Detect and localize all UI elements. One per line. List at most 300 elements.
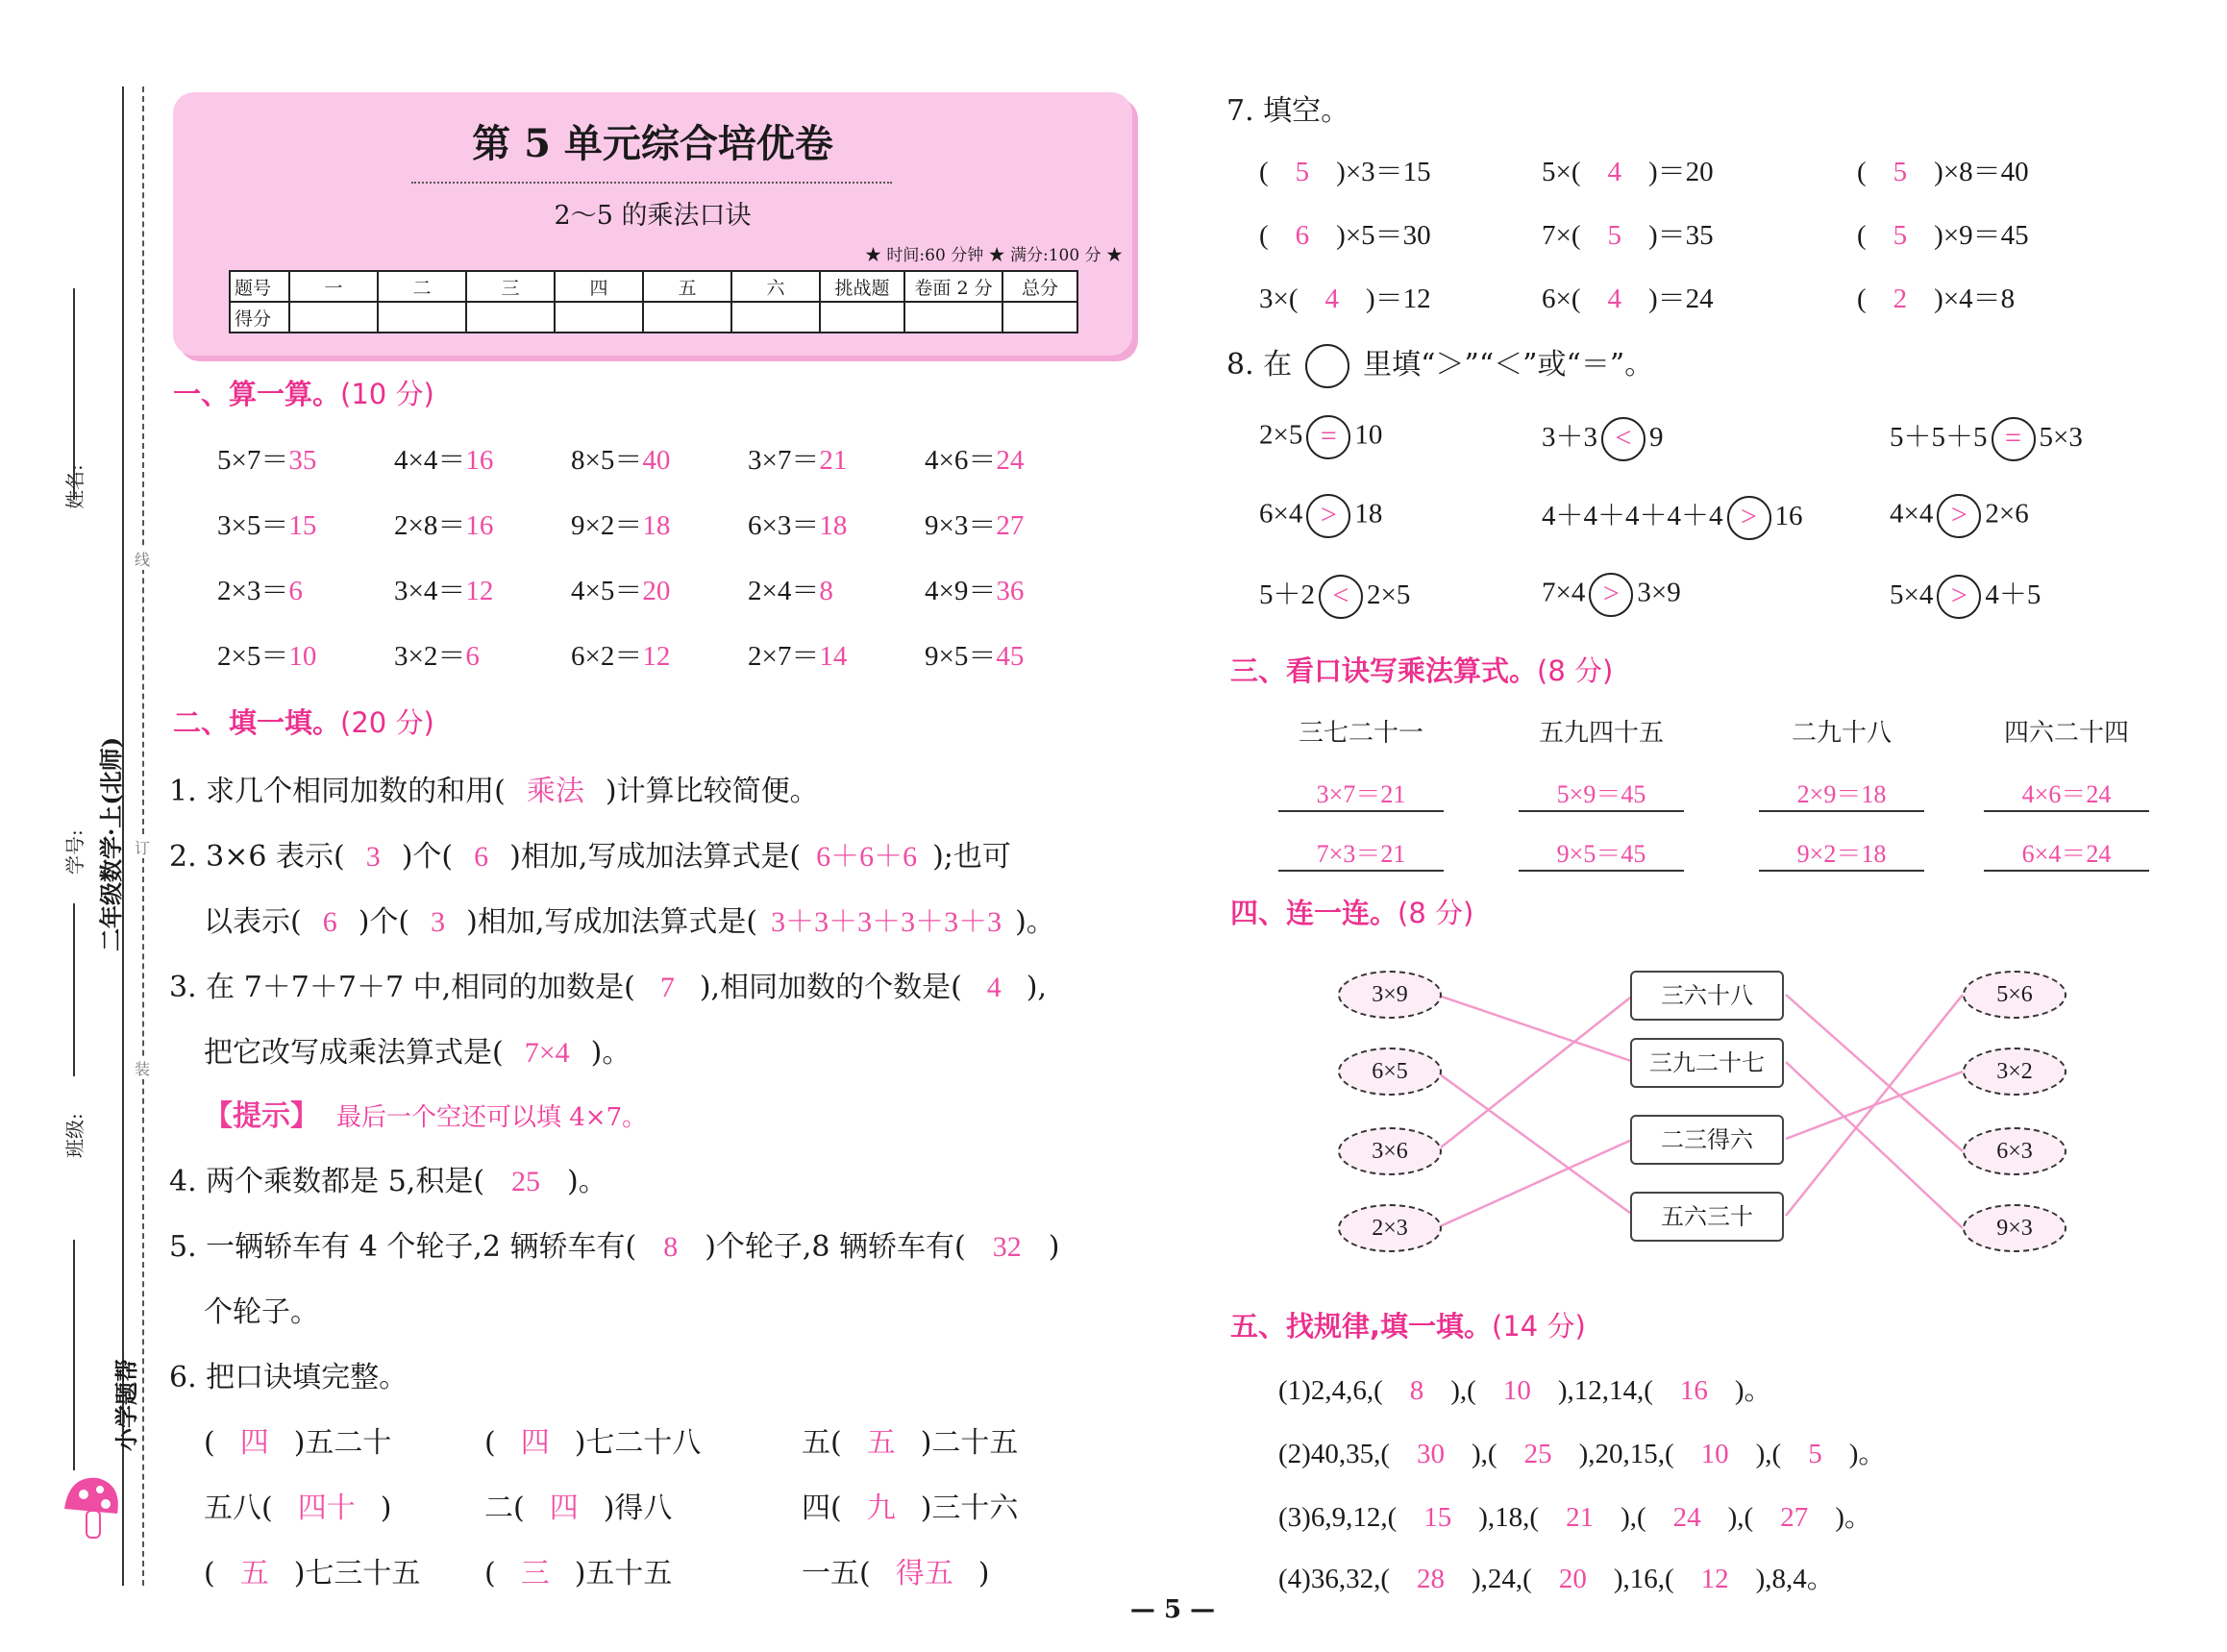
- q5-line2: 个轮子。: [204, 1295, 319, 1329]
- calc-item: [748, 438, 847, 478]
- fill-item: [1259, 213, 1431, 253]
- calc-answer[interactable]: 35: [288, 445, 317, 476]
- fill-text: )＝24: [1648, 284, 1714, 314]
- fill-text: (: [1259, 220, 1269, 251]
- match-right-item[interactable]: 5×6: [1963, 971, 2066, 1019]
- pattern-answer[interactable]: 12: [1700, 1564, 1729, 1594]
- pattern-answer[interactable]: 21: [1566, 1502, 1595, 1533]
- compare-item: [1259, 494, 1382, 538]
- rhyme-prompt: 三七二十一: [1298, 719, 1423, 748]
- rhyme-text: (: [484, 1426, 496, 1460]
- rhyme-answer[interactable]: 九: [866, 1492, 896, 1524]
- rhyme-text: 五(: [802, 1426, 842, 1460]
- pattern-text: ),(: [1727, 1502, 1754, 1533]
- match-middle-item[interactable]: 二三得六: [1630, 1115, 1784, 1165]
- pattern-text: ),(: [1755, 1439, 1782, 1469]
- compare-circle[interactable]: >: [1589, 573, 1633, 617]
- q4-text: )。: [567, 1165, 607, 1198]
- fill-item: [1857, 213, 2029, 253]
- compare-left: 5×4: [1890, 579, 1934, 610]
- calc-answer[interactable]: 18: [819, 510, 848, 541]
- q6-title: 6. 把口诀填完整。: [169, 1361, 408, 1394]
- score-row-label: 得分: [230, 302, 289, 333]
- q5-line1: [169, 1222, 1059, 1265]
- name-line: [73, 288, 75, 500]
- calc-item: [394, 569, 493, 608]
- match-left-item[interactable]: 6×5: [1338, 1048, 1442, 1096]
- calc-item: [748, 634, 847, 674]
- pattern-answer[interactable]: 10: [1502, 1375, 1531, 1406]
- hint-label: 【提示】: [204, 1099, 319, 1133]
- fill-answer[interactable]: 5: [1295, 157, 1310, 187]
- fill-answer[interactable]: 5: [1607, 220, 1622, 251]
- calc-question: 4×4＝: [394, 445, 466, 476]
- score-cell[interactable]: [466, 302, 555, 333]
- pattern-answer[interactable]: 15: [1423, 1502, 1452, 1533]
- calc-answer[interactable]: 16: [465, 510, 494, 541]
- rhyme-text: (: [204, 1426, 215, 1460]
- fill-text: (: [1857, 284, 1867, 314]
- fill-item: [1259, 277, 1431, 316]
- compare-item: [1259, 573, 1410, 619]
- rhyme-item: [204, 1418, 391, 1461]
- pattern-text: ),16,(: [1613, 1564, 1674, 1594]
- title-underline: [411, 182, 892, 184]
- pattern-text: )。: [1835, 1502, 1872, 1533]
- q8-title-text: 里填“＞”“＜”或“＝”。: [1363, 348, 1654, 382]
- compare-right: 2×6: [1985, 498, 2029, 530]
- calc-answer[interactable]: 20: [642, 576, 671, 606]
- calc-item: [925, 438, 1024, 478]
- pattern-text: ),(: [1621, 1502, 1646, 1533]
- calc-item: [394, 504, 493, 543]
- name-label: 姓名:: [63, 464, 87, 509]
- fill-answer[interactable]: 2: [1893, 284, 1908, 314]
- pattern-text: ),(: [1471, 1439, 1497, 1469]
- section5-points: (14 分): [1492, 1310, 1586, 1343]
- pattern-answer[interactable]: 30: [1416, 1439, 1445, 1469]
- q7-title: 7. 填空。: [1226, 94, 1350, 128]
- rhyme-answer[interactable]: 得五: [895, 1558, 953, 1590]
- rhyme-answer[interactable]: 五: [239, 1558, 269, 1590]
- rhyme-text: (: [484, 1557, 496, 1590]
- rhyme-answer[interactable]: 五: [866, 1427, 896, 1459]
- calc-answer[interactable]: 45: [996, 641, 1025, 672]
- score-col: 五: [643, 271, 731, 302]
- rhyme-text: )五二十: [293, 1426, 392, 1460]
- page-subtitle: 2～5 的乘法口诀: [554, 201, 752, 231]
- calc-answer[interactable]: 6: [288, 576, 303, 606]
- q3-text: )。: [590, 1036, 631, 1070]
- fill-item: [1542, 213, 1714, 253]
- fill-answer[interactable]: 6: [1295, 220, 1310, 251]
- compare-item: [1890, 415, 2083, 461]
- q3-text: 3. 在 7＋7＋7＋7 中,相同的加数是(: [169, 971, 635, 1004]
- q1-answer[interactable]: 乘法: [526, 776, 584, 807]
- compare-left: 2×5: [1259, 419, 1303, 451]
- calc-answer[interactable]: 27: [996, 510, 1025, 541]
- section1-title: 一、算一算。: [173, 378, 341, 410]
- compare-right: 9: [1649, 422, 1664, 453]
- q8-title-text: 8. 在: [1226, 348, 1293, 382]
- section3-title: 三、看口诀写乘法算式。: [1230, 654, 1538, 687]
- calc-item: [748, 569, 833, 608]
- calc-question: 2×3＝: [217, 576, 289, 606]
- formula-answer[interactable]: 5×9＝45: [1519, 775, 1684, 812]
- q5-text: )个轮子,8 辆轿车有(: [705, 1230, 966, 1264]
- exam-meta: ★ 时间:60 分钟 ★ 满分:100 分 ★: [865, 246, 1123, 265]
- q2-answer[interactable]: 3: [431, 906, 446, 938]
- fill-text: (: [1857, 157, 1867, 187]
- pattern-answer[interactable]: 24: [1672, 1502, 1701, 1533]
- section2-heading: [173, 702, 434, 741]
- calc-question: 4×5＝: [571, 576, 643, 606]
- fill-item: [1542, 150, 1714, 189]
- compare-item: [1542, 573, 1681, 617]
- q8-title: [1226, 340, 1653, 388]
- pattern-text: )。: [1848, 1439, 1887, 1469]
- course-label: 二年级数学·上(北师): [97, 736, 125, 951]
- calc-question: 3×4＝: [394, 576, 466, 606]
- section4-heading: [1230, 892, 1473, 931]
- rhyme-item: [802, 1418, 1018, 1461]
- calc-answer[interactable]: 24: [996, 445, 1025, 476]
- calc-answer[interactable]: 21: [819, 445, 848, 476]
- calc-item: [748, 504, 847, 543]
- fill-answer[interactable]: 5: [1893, 220, 1908, 251]
- q1-text: )计算比较简便。: [605, 775, 819, 808]
- score-cell[interactable]: [289, 302, 378, 333]
- rhyme-text: )得八: [603, 1492, 673, 1525]
- blank-circle-icon: [1305, 344, 1349, 388]
- calc-answer[interactable]: 15: [288, 510, 317, 541]
- fill-text: )＝35: [1648, 220, 1714, 251]
- rhyme-item: [204, 1549, 420, 1591]
- page-number: — 5 —: [1129, 1595, 1216, 1624]
- calc-item: [217, 634, 316, 674]
- compare-circle[interactable]: =: [1992, 417, 2036, 461]
- compare-item: [1890, 573, 2041, 619]
- calc-question: 2×8＝: [394, 510, 466, 541]
- fill-item: [1857, 150, 2029, 189]
- calc-item: [571, 634, 670, 674]
- rhyme-text: 五八(: [204, 1492, 273, 1525]
- compare-right: 4＋5: [1985, 579, 2041, 610]
- score-cell[interactable]: [643, 302, 731, 333]
- compare-circle[interactable]: >: [1937, 494, 1981, 538]
- compare-right: 16: [1774, 501, 1803, 531]
- compare-circle[interactable]: =: [1306, 415, 1350, 459]
- score-col: 二: [378, 271, 466, 302]
- student-id-label: 学号:: [63, 829, 87, 875]
- fill-answer[interactable]: 4: [1324, 284, 1340, 314]
- rhyme-prompt: 四六二十四: [2003, 719, 2129, 748]
- calc-item: [217, 504, 316, 543]
- q2-answer[interactable]: 3＋3＋3＋3＋3＋3: [771, 906, 1002, 938]
- calc-item: [571, 504, 670, 543]
- calc-question: 3×2＝: [394, 641, 466, 672]
- section1-heading: [173, 373, 434, 412]
- q2-answer[interactable]: 6＋6＋6: [816, 841, 918, 873]
- compare-left: 5＋2: [1259, 579, 1316, 610]
- calc-question: 9×2＝: [571, 510, 643, 541]
- q3-answer[interactable]: 7×4: [524, 1037, 570, 1069]
- calc-question: 4×9＝: [925, 576, 997, 606]
- rhyme-prompt: 二九十八: [1791, 719, 1892, 748]
- pattern-answer[interactable]: 10: [1700, 1439, 1729, 1469]
- compare-left: 4×4: [1890, 498, 1934, 530]
- q2-line1: [169, 832, 1011, 875]
- calc-question: 9×3＝: [925, 510, 997, 541]
- compare-left: 4＋4＋4＋4＋4: [1542, 501, 1723, 531]
- pattern-text: ),18,(: [1478, 1502, 1540, 1533]
- score-col: 挑战题: [820, 271, 904, 302]
- q5-text: 5. 一辆轿车有 4 个轮子,2 辆轿车有(: [169, 1230, 637, 1264]
- q2-text: )个(: [358, 905, 410, 939]
- formula-answer[interactable]: 9×2＝18: [1759, 834, 1924, 872]
- compare-item: [1542, 494, 1803, 540]
- score-cell[interactable]: [731, 302, 820, 333]
- match-middle-item[interactable]: 三六十八: [1630, 971, 1784, 1021]
- q4-answer[interactable]: 25: [511, 1166, 541, 1197]
- calc-item: [571, 569, 670, 608]
- pattern-answer[interactable]: 28: [1416, 1564, 1445, 1594]
- fill-item: [1259, 150, 1431, 189]
- match-left-item[interactable]: 3×9: [1338, 971, 1442, 1019]
- section3-heading: [1230, 650, 1613, 689]
- section3-points: (8 分): [1537, 654, 1614, 687]
- pattern-answer[interactable]: 8: [1409, 1375, 1424, 1406]
- match-right-item[interactable]: 9×3: [1963, 1204, 2066, 1252]
- formula-answer[interactable]: 9×5＝45: [1519, 834, 1684, 872]
- calc-item: [217, 569, 303, 608]
- section5-title: 五、找规律,填一填。: [1230, 1310, 1493, 1343]
- compare-left: 7×4: [1542, 577, 1586, 608]
- score-col: 卷面 2 分: [904, 271, 1002, 302]
- calc-item: [394, 438, 493, 478]
- rhyme-answer[interactable]: 四: [520, 1427, 550, 1459]
- calc-answer[interactable]: 10: [288, 641, 317, 672]
- fill-text: )×3＝15: [1336, 157, 1431, 187]
- page-title: 第 5 单元综合培优卷: [472, 121, 833, 166]
- score-col: 三: [466, 271, 555, 302]
- score-row-label: 题号: [230, 271, 289, 302]
- calc-question: 3×5＝: [217, 510, 289, 541]
- calc-answer[interactable]: 18: [642, 510, 671, 541]
- compare-right: 3×9: [1637, 577, 1681, 608]
- q2-text: 以表示(: [204, 905, 302, 939]
- fill-text: (: [1259, 157, 1269, 187]
- section2-title: 二、填一填。: [173, 706, 341, 739]
- pattern-line: [1278, 1557, 1835, 1596]
- fill-answer[interactable]: 4: [1607, 284, 1622, 314]
- score-col: 六: [731, 271, 820, 302]
- q1-line: [169, 767, 819, 809]
- q2-answer[interactable]: 6: [474, 841, 489, 873]
- compare-circle[interactable]: <: [1601, 417, 1646, 461]
- q4-line: [169, 1157, 607, 1199]
- compare-right: 10: [1354, 419, 1383, 451]
- rhyme-text: )三十六: [920, 1492, 1019, 1525]
- rhyme-text: 一五(: [802, 1557, 871, 1590]
- fill-text: 3×(: [1259, 284, 1299, 314]
- pattern-text: ),20,15,(: [1578, 1439, 1674, 1469]
- calc-item: [925, 504, 1024, 543]
- q3-text: ),相同加数的个数是(: [699, 971, 962, 1004]
- section4-points: (8 分): [1398, 897, 1474, 929]
- pattern-text: )。: [1734, 1375, 1772, 1406]
- q2-text: );也可: [932, 840, 1011, 874]
- pattern-line: [1278, 1495, 1872, 1535]
- match-right-item[interactable]: 6×3: [1963, 1127, 2066, 1175]
- q1-text: 1. 求几个相同加数的和用(: [169, 775, 506, 808]
- rhyme-text: )七三十五: [293, 1557, 421, 1590]
- brand-label: 小学题帮: [112, 1359, 140, 1451]
- rhyme-text: )七二十八: [574, 1426, 702, 1460]
- calc-question: 8×5＝: [571, 445, 643, 476]
- calc-item: [217, 438, 316, 478]
- q5-answer[interactable]: 8: [663, 1231, 679, 1263]
- compare-circle[interactable]: >: [1306, 494, 1350, 538]
- score-cell[interactable]: [378, 302, 466, 333]
- rhyme-item: [484, 1418, 701, 1461]
- section5-heading: [1230, 1305, 1586, 1344]
- fill-text: )×4＝8: [1934, 284, 2016, 314]
- fill-text: 7×(: [1542, 220, 1581, 251]
- class-line: [73, 1240, 75, 1470]
- compare-left: 6×4: [1259, 498, 1303, 530]
- match-left-item[interactable]: 3×6: [1338, 1127, 1442, 1175]
- calc-answer[interactable]: 40: [642, 445, 671, 476]
- pattern-text: (4)36,32,(: [1278, 1564, 1390, 1594]
- rhyme-answer[interactable]: 三: [520, 1558, 550, 1590]
- score-table: [229, 270, 1078, 333]
- score-cell[interactable]: [820, 302, 904, 333]
- rhyme-item: [484, 1549, 672, 1591]
- pattern-text: (2)40,35,(: [1278, 1439, 1390, 1469]
- compare-left: 3＋3: [1542, 422, 1598, 453]
- pattern-text: ),8,4。: [1755, 1564, 1835, 1594]
- formula-answer[interactable]: 2×9＝18: [1759, 775, 1924, 812]
- fill-text: (: [1857, 220, 1867, 251]
- rhyme-item: [204, 1484, 391, 1526]
- pattern-answer[interactable]: 5: [1808, 1439, 1822, 1469]
- rhyme-text: )五十五: [574, 1557, 673, 1590]
- calc-question: 3×7＝: [748, 445, 820, 476]
- rhyme-item: [802, 1484, 1018, 1526]
- score-cell[interactable]: [904, 302, 1002, 333]
- pattern-answer[interactable]: 27: [1780, 1502, 1809, 1533]
- compare-circle[interactable]: >: [1727, 496, 1771, 540]
- q5-answer[interactable]: 32: [992, 1231, 1022, 1263]
- calc-answer[interactable]: 8: [819, 576, 833, 606]
- calc-question: 6×2＝: [571, 641, 643, 672]
- calc-answer[interactable]: 6: [465, 641, 480, 672]
- calc-answer[interactable]: 12: [465, 576, 494, 606]
- class-label: 班级:: [63, 1113, 87, 1158]
- calc-question: 2×7＝: [748, 641, 820, 672]
- q3-hint: [204, 1092, 647, 1134]
- calc-answer[interactable]: 14: [819, 641, 848, 672]
- fill-answer[interactable]: 5: [1893, 157, 1908, 187]
- pattern-text: ),12,14,(: [1557, 1375, 1653, 1406]
- bind-char: 订: [135, 836, 150, 858]
- calc-item: [925, 569, 1024, 608]
- fill-text: 5×(: [1542, 157, 1581, 187]
- q3-text: 把它改写成乘法算式是(: [204, 1036, 504, 1070]
- formula-answer[interactable]: 6×4＝24: [1984, 834, 2149, 872]
- formula-answer[interactable]: 3×7＝21: [1278, 775, 1444, 812]
- compare-circle[interactable]: >: [1937, 575, 1981, 619]
- pattern-line: [1278, 1368, 1772, 1408]
- fill-answer[interactable]: 4: [1607, 157, 1622, 187]
- score-col: 总分: [1002, 271, 1077, 302]
- q2-line2: [204, 898, 1055, 940]
- q2-text: )个(: [401, 840, 454, 874]
- fill-item: [1542, 277, 1714, 316]
- q2-answer[interactable]: 3: [365, 841, 381, 873]
- q2-answer[interactable]: 6: [322, 906, 337, 938]
- fill-text: 6×(: [1542, 284, 1581, 314]
- compare-right: 18: [1354, 498, 1383, 530]
- q3-text: ),: [1026, 971, 1048, 1004]
- score-col: 一: [289, 271, 378, 302]
- rhyme-answer[interactable]: 四十: [297, 1492, 356, 1524]
- compare-item: [1259, 415, 1382, 459]
- q3-line2: [204, 1028, 631, 1071]
- rhyme-text: )二十五: [920, 1426, 1019, 1460]
- rhyme-text: ): [977, 1557, 990, 1590]
- calc-answer[interactable]: 12: [642, 641, 671, 672]
- match-middle-item[interactable]: 五六三十: [1630, 1192, 1784, 1242]
- compare-left: 5＋5＋5: [1890, 422, 1988, 453]
- pattern-line: [1278, 1432, 1886, 1471]
- match-left-item[interactable]: 2×3: [1338, 1204, 1442, 1252]
- calc-answer[interactable]: 36: [996, 576, 1025, 606]
- compare-circle[interactable]: <: [1319, 575, 1363, 619]
- calc-answer[interactable]: 16: [465, 445, 494, 476]
- rhyme-answer[interactable]: 四: [239, 1427, 269, 1459]
- pattern-answer[interactable]: 16: [1679, 1375, 1708, 1406]
- pattern-text: ),(: [1450, 1375, 1476, 1406]
- fold-char: 装: [135, 1057, 150, 1079]
- pattern-answer[interactable]: 20: [1558, 1564, 1587, 1594]
- pattern-text: (3)6,9,12,(: [1278, 1502, 1398, 1533]
- section2-points: (20 分): [340, 706, 434, 739]
- rhyme-item: [802, 1549, 989, 1591]
- compare-right: 2×5: [1367, 579, 1411, 610]
- calc-item: [571, 438, 670, 478]
- q3-answer[interactable]: 7: [659, 972, 675, 1003]
- fill-item: [1857, 277, 2015, 316]
- formula-answer[interactable]: 4×6＝24: [1984, 775, 2149, 812]
- q3-answer[interactable]: 4: [986, 972, 1002, 1003]
- match-right-item[interactable]: 3×2: [1963, 1048, 2066, 1096]
- match-middle-item[interactable]: 三九二十七: [1630, 1038, 1784, 1088]
- compare-item: [1890, 494, 2029, 538]
- rhyme-text: 二(: [484, 1492, 525, 1525]
- score-cell[interactable]: [1002, 302, 1077, 333]
- section4-title: 四、连一连。: [1230, 897, 1398, 929]
- score-cell[interactable]: [555, 302, 643, 333]
- formula-answer[interactable]: 7×3＝21: [1278, 834, 1444, 872]
- calc-item: [394, 634, 480, 674]
- q2-text: )。: [1015, 905, 1055, 939]
- pattern-answer[interactable]: 25: [1523, 1439, 1552, 1469]
- q2-text: )相加,写成加法算式是(: [509, 840, 802, 874]
- rhyme-text: ): [380, 1492, 392, 1525]
- rhyme-answer[interactable]: 四: [549, 1492, 579, 1524]
